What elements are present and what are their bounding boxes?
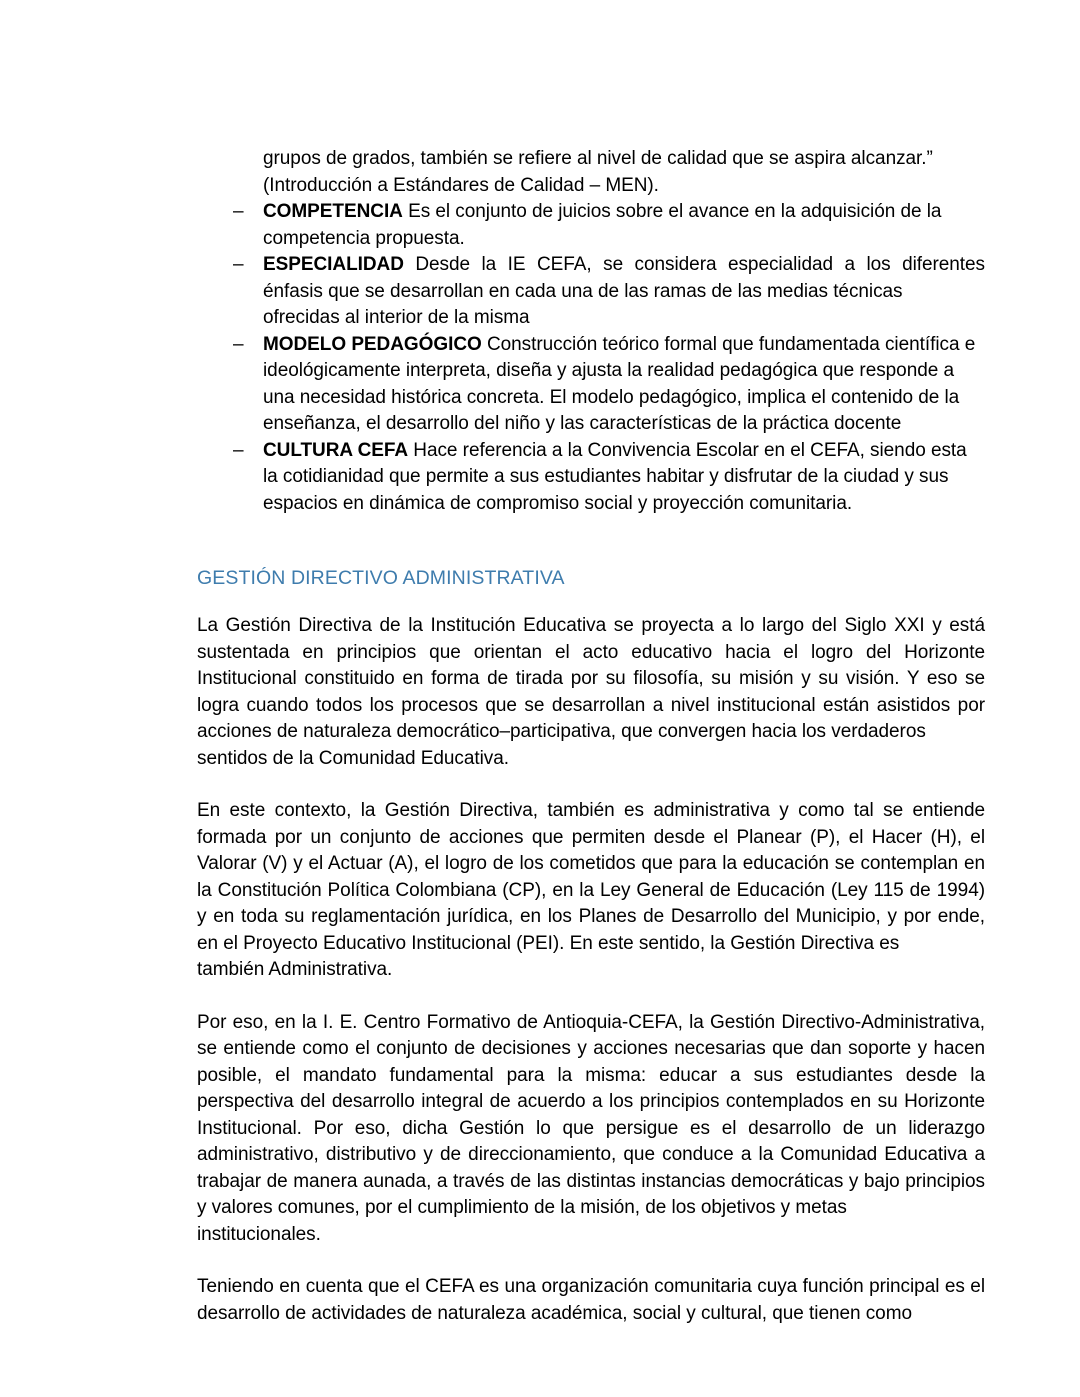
body-paragraph-text: La Gestión Directiva de la Institución Educativa se proyecta a lo largo del Siglo XXI y está sustentada en principios que orientan el acto educativo hacia el logro del Horizonte Institucional constituido en forma de tirada por su filosofía, su misión y su visión. Y eso se logra cuando todos los procesos que se desarrollan a nivel institucional están asistidos por acciones de naturaleza democrático–participativa, que convergen hacia los verdaderos [197,615,985,742]
body-paragraph [197,1010,985,1249]
list-item [197,332,985,438]
spacer [197,517,985,565]
definition-list [197,199,985,517]
body-paragraph-last-line: sentidos de la Comunidad Educativa. [197,747,509,769]
body-paragraph-last-line: institucionales. [197,1223,321,1245]
definition-last-line: ofrecidas al interior de la misma [263,307,530,328]
continuation-paragraph [263,146,985,199]
body-paragraph-text: En este contexto, la Gestión Directiva, también es administrativa y como tal se entiende formada por un conjunto de acciones que permiten desde el Planear (P), el Hacer (H), el Valorar (V) y el Actuar (A), el logro de los cometidos que para la educación se contemplan en la Constitución Política Colombiana (CP), en la Ley General de Educación (Ley 115 de 1994) y en toda su reglamentación jurídica, en los Planes de Desarrollo del Municipio, y por ende, en el Proyecto Educativo Institucional (PEI). En este sentido, la Gestión Directiva es [197,800,985,954]
definition-last-line: competencia propuesta. [263,227,465,249]
definition-text: Hace referencia a la Convivencia Escolar en el CEFA, siendo esta la cotidianidad que permite a sus estudiantes habitar y disfrutar de la ciudad y sus espacios en dinámica de compromiso social y proyección comunitaria. [263,439,967,514]
body-paragraph-text: Por eso, en la I. E. Centro Formativo de Antioquia-CEFA, la Gestión Directivo-Administrativa, se entiende como el conjunto de decisiones y acciones necesarias que dan soporte y hacen posible, el mandato fundamental para la misma: educar a sus estudiantes desde la perspectiva del desarrollo integral de acuerdo a los principios contemplados en su Horizonte Institucional. Por eso, dicha Gestión lo que persigue es el desarrollo de un liderazgo administrativo, distributivo y de direccionamiento, que conduce a la Comunidad Educativa a trabajar de manera aunada, a través de las distintas instancias democráticas y bajo principios y valores comunes, por el cumplimiento de la misión, de los objetivos y metas [197,1011,985,1218]
spacer [197,591,985,613]
page-content-column [197,146,985,1327]
section-heading: GESTIÓN DIRECTIVO ADMINISTRATIVA [197,567,565,589]
dash-bullet-icon: – [233,333,244,355]
spacer [197,984,985,1010]
definition-text: Desde la IE CEFA, se considera especialidad a los diferentes énfasis que se desarrollan en cada una de las ramas de las medias técnicas [263,254,986,302]
continuation-paragraph-last-line: (Introducción a Estándares de Calidad – MEN). [263,174,659,196]
spacer [197,1248,985,1274]
list-item [197,438,985,518]
dash-bullet-icon: – [233,254,244,275]
continuation-paragraph-body: grupos de grados, también se refiere al nivel de calidad que se aspira alcanzar.” [263,148,933,169]
definition-term: COMPETENCIA [263,201,403,222]
body-paragraph [197,1274,985,1327]
body-paragraph [197,798,985,984]
definition-body [404,254,415,275]
list-item [197,252,985,332]
body-paragraph [197,613,985,772]
definition-text: Construcción teórico formal que fundamentada científica e ideológicamente interpreta, diseña y ajusta la realidad pedagógica que responde a una necesidad histórica concreta. El modelo pedagógico, implica el contenido de la enseñanza, el desarrollo del niño y las características de la práctica docente [263,333,976,434]
spacer [197,772,985,798]
definition-term: ESPECIALIDAD [263,254,404,275]
dash-bullet-icon: – [233,439,244,461]
list-item [197,199,985,252]
definition-text: Es el conjunto de juicios sobre el avance en la adquisición de la [408,201,942,222]
definition-term: CULTURA CEFA [263,439,409,461]
dash-bullet-icon: – [233,201,244,222]
body-paragraph-text: Teniendo en cuenta que el CEFA es una organización comunitaria cuya función principal es el desarrollo de actividades de naturaleza académica, social y cultural, que tienen como [197,1276,985,1324]
definition-term: MODELO PEDAGÓGICO [263,333,482,355]
body-paragraph-last-line: también Administrativa. [197,959,393,980]
